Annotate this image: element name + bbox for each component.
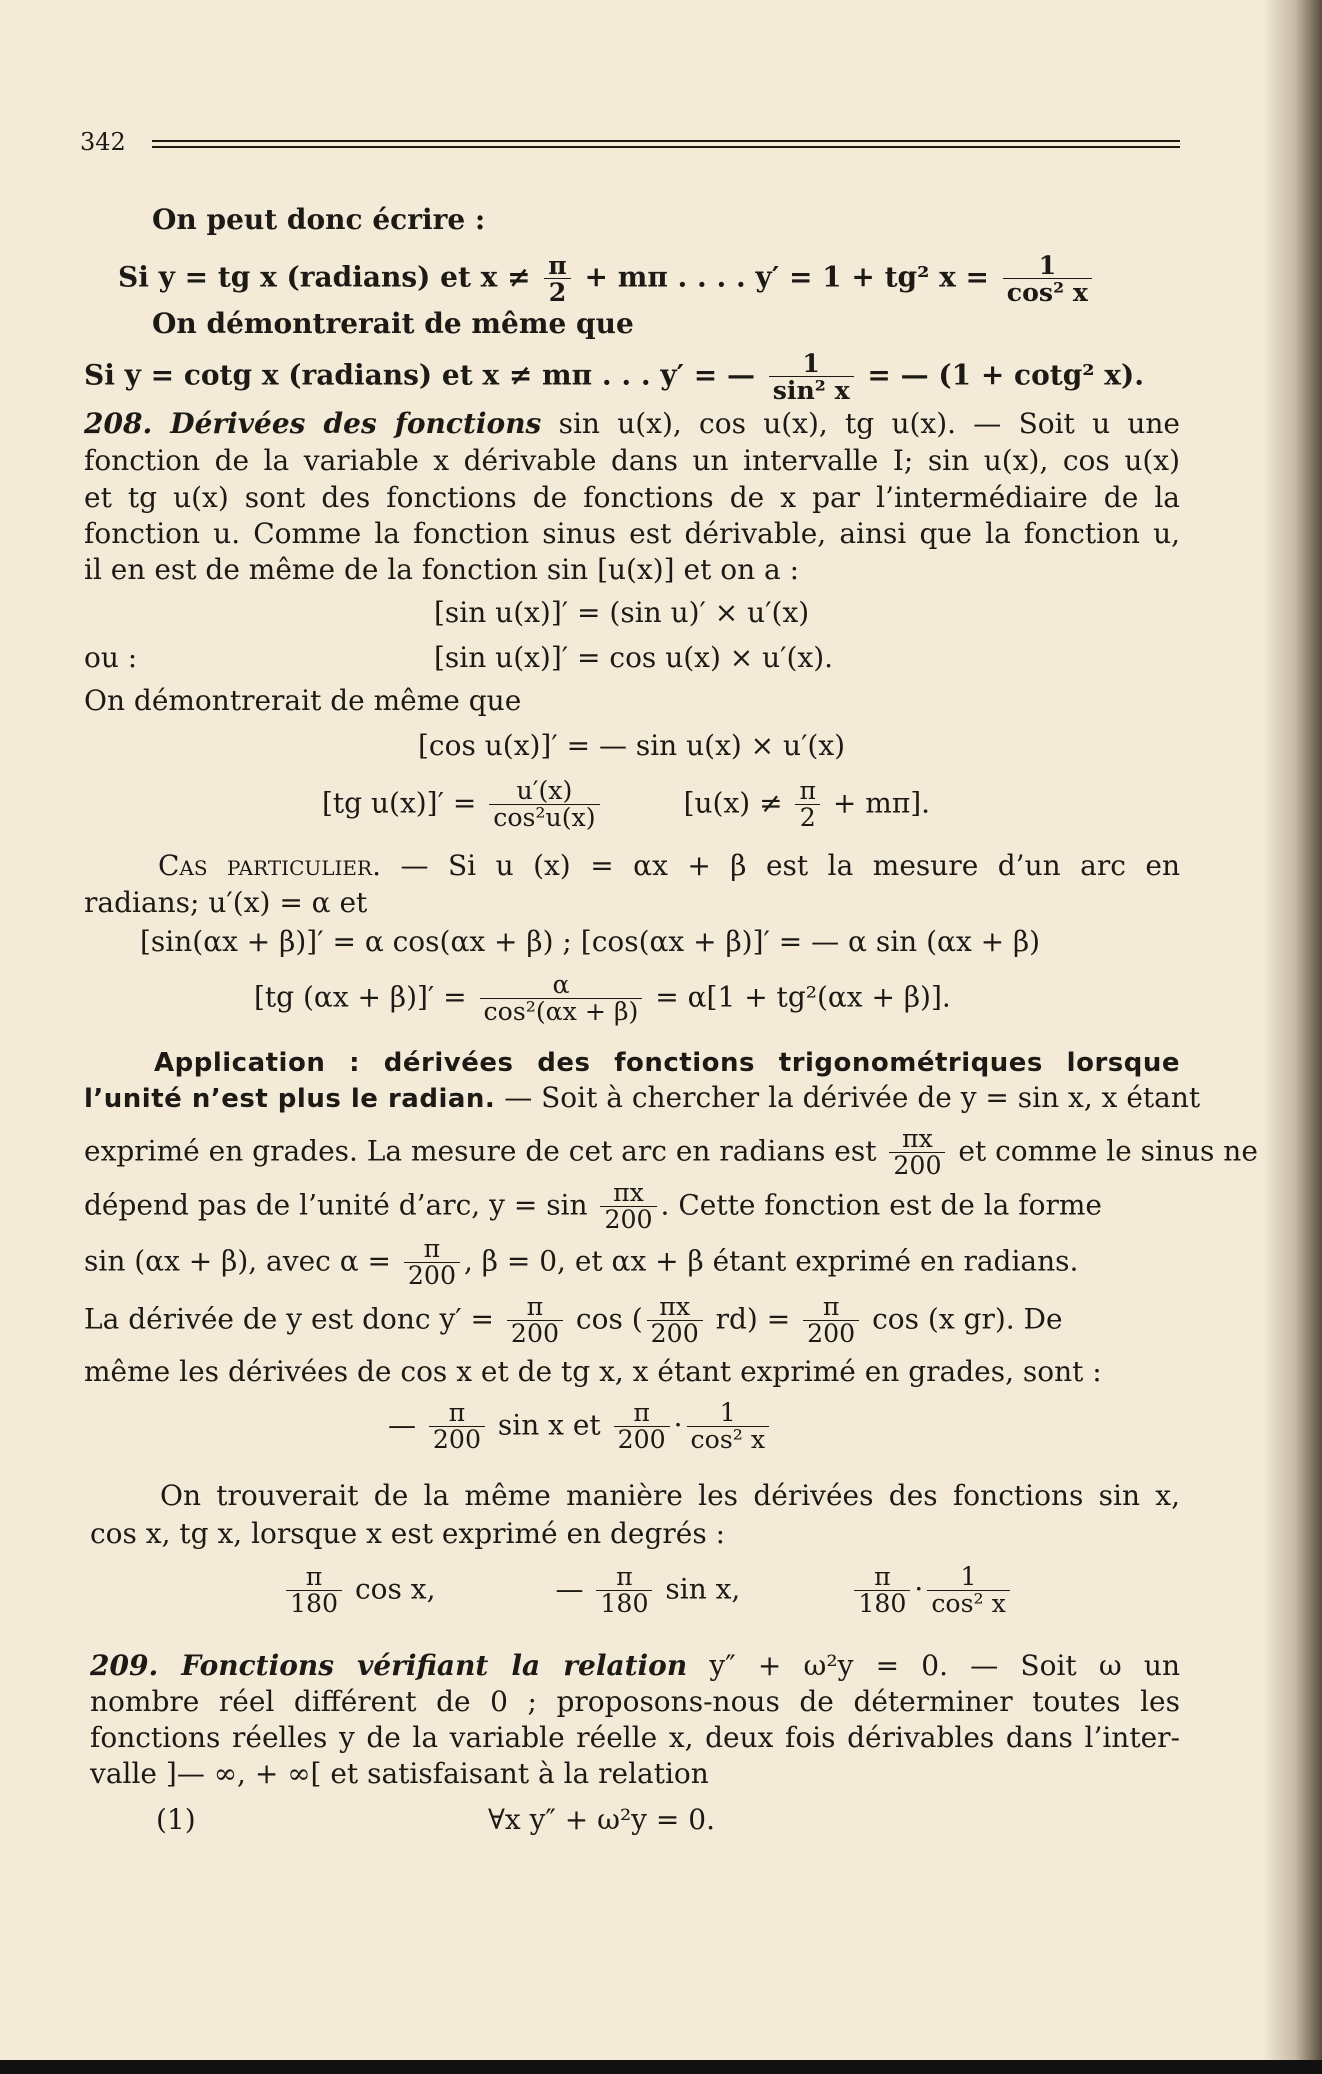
- equation: ∀x y″ + ω²y = 0.: [488, 1803, 715, 1836]
- fraction: $\frac{\pi}{200}$: [614, 1400, 670, 1454]
- equation-label: (1): [156, 1803, 196, 1836]
- fraction: $\frac{\pi}{2}$: [795, 778, 820, 832]
- fraction: $\frac{\pi}{200}$: [404, 1236, 460, 1290]
- fraction: $\frac{\pi}{200}$: [429, 1400, 485, 1454]
- text-line: l’unité n’est plus le radian. — Soit à chercher la dérivée de y = sin x, x étant: [84, 1081, 1201, 1114]
- fraction: $\frac{\pi}{180}$: [286, 1564, 342, 1618]
- text-line: dépend pas de l’unité d’arc, y = sin $\frac{\pi x}{200}$ . Cette fonction est de la forme: [84, 1178, 1102, 1235]
- equation-degrees: $\frac{\pi}{180}$ cos x, — $\frac{\pi}{180}$ sin x, $\frac{\pi}{180}$ · $\frac{1}{\text{cos² x}}$: [282, 1564, 1042, 1618]
- page-edge-shadow: [1262, 0, 1322, 2074]
- cas-particulier: Cas particulier. — Si u (x) = αx + β est la mesure d’un arc en: [158, 849, 1180, 882]
- application-heading: Application : dérivées des fonctions trigonométriques lorsque: [154, 1048, 1180, 1078]
- page-number: 342: [80, 128, 126, 156]
- text-line: et tg u(x) sont des fonctions de fonctions de x par l’intermédiaire de la: [84, 481, 1180, 514]
- fraction: $\frac{\pi x}{200}$: [647, 1294, 703, 1348]
- text-line: ou :: [84, 641, 138, 674]
- fraction: $\frac{\pi}{180}$: [854, 1564, 910, 1618]
- fraction: $\frac{\pi}{2}$: [544, 252, 570, 306]
- equation: [sin u(x)]′ = (sin u)′ × u′(x): [434, 596, 810, 629]
- fraction: $\frac{\pi x}{200}$: [600, 1180, 656, 1234]
- page-header: [80, 128, 1180, 158]
- equation: — $\frac{\pi}{200}$ sin x et $\frac{\pi}{200}$ · $\frac{1}{\text{cos² x}}$: [388, 1400, 1088, 1454]
- equation: [tg u(x)]′ = $\frac{u'(x)}{\text{cos²u(x)}}$ [u(x) ≠ $\frac{\pi}{2}$ + mπ].: [322, 776, 931, 833]
- fraction: $\frac{\pi}{200}$: [507, 1294, 563, 1348]
- section-209-heading: 209. Fonctions vérifiant la relation y″ + ω²y = 0. — Soit ω un: [90, 1649, 1180, 1682]
- header-rule: [152, 146, 1180, 148]
- fraction: $\frac{1}{\text{sin² x}}$: [769, 350, 854, 404]
- text-line: La dérivée de y est donc y′ = $\frac{\pi}{200}$ cos ( $\frac{\pi x}{200}$ rd) = $\frac{\pi}{200}$ cos (x gr). De: [84, 1292, 1063, 1349]
- fraction: $\frac{1}{\text{cos² x}}$: [927, 1564, 1010, 1618]
- equation: [cos u(x)]′ = — sin u(x) × u′(x): [418, 729, 846, 762]
- equation-cotg: Si y = cotg x (radians) et x ≠ mπ . . . y′ = — $\frac{1}{\text{sin² x}}$ = — (1 + cotg² x).: [84, 348, 1144, 406]
- fraction: $\frac{1}{\text{cos² x}}$: [1003, 252, 1092, 306]
- fraction: $\frac{1}{\text{cos² x}}$: [687, 1400, 770, 1454]
- text-line: valle ]— ∞, + ∞[ et satisfaisant à la relation: [90, 1757, 709, 1790]
- text-line: fonction de la variable x dérivable dans un intervalle I; sin u(x), cos u(x): [84, 444, 1180, 477]
- fraction: $\frac{\pi x}{200}$: [889, 1126, 945, 1180]
- text-line: On trouverait de la même manière les dérivées des fonctions sin x,: [160, 1479, 1180, 1512]
- fraction: $\frac{u'(x)}{\text{cos²u(x)}}$: [489, 778, 599, 832]
- text-line: cos x, tg x, lorsque x est exprimé en degrés :: [90, 1517, 726, 1550]
- equation-tg: Si y = tg x (radians) et x ≠ $\frac{\pi}{2}$ + mπ . . . . y′ = 1 + tg² x = $\frac{1}{\text{cos² x}}$: [118, 252, 1178, 306]
- fraction: $\frac{\pi}{200}$: [803, 1294, 859, 1348]
- header-rule: [152, 140, 1180, 142]
- text-line: exprimé en grades. La mesure de cet arc en radians est $\frac{\pi x}{200}$ et comme le sinus ne: [84, 1124, 1258, 1181]
- text-line: fonctions réelles y de la variable réelle x, deux fois dérivables dans l’inter-: [90, 1721, 1180, 1754]
- text-line: radians; u′(x) = α et: [84, 886, 368, 919]
- fraction: $\frac{\alpha}{\text{cos²(αx + β)}}$: [480, 972, 643, 1026]
- text-line: On peut donc écrire :: [152, 203, 486, 236]
- equation: [tg (αx + β)]′ = $\frac{\alpha}{\text{cos²(αx + β)}}$ = α[1 + tg²(αx + β)].: [254, 970, 951, 1027]
- text-line: fonction u. Comme la fonction sinus est dérivable, ainsi que la fonction u,: [84, 517, 1180, 550]
- section-208-heading: 208. Dérivées des fonctions sin u(x), cos u(x), tg u(x). — Soit u une: [84, 407, 1180, 440]
- text-line: il en est de même de la fonction sin [u(x)] et on a :: [84, 553, 800, 586]
- equation: [sin u(x)]′ = cos u(x) × u′(x).: [434, 641, 834, 674]
- text-line: On démontrerait de même que: [152, 307, 634, 340]
- text-line: On démontrerait de même que: [84, 684, 522, 717]
- fraction: $\frac{\pi}{180}$: [596, 1564, 652, 1618]
- text-line: sin (αx + β), avec α = $\frac{\pi}{200}$ , β = 0, et αx + β étant exprimé en radians.: [84, 1234, 1079, 1291]
- equation: [sin(αx + β)]′ = α cos(αx + β) ; [cos(αx + β)]′ = — α sin (αx + β): [140, 925, 1041, 958]
- text-line: même les dérivées de cos x et de tg x, x étant exprimé en grades, sont :: [84, 1355, 1102, 1388]
- text-line: nombre réel différent de 0 ; proposons-nous de déterminer toutes les: [90, 1685, 1180, 1718]
- page-bottom-edge: [0, 2060, 1322, 2074]
